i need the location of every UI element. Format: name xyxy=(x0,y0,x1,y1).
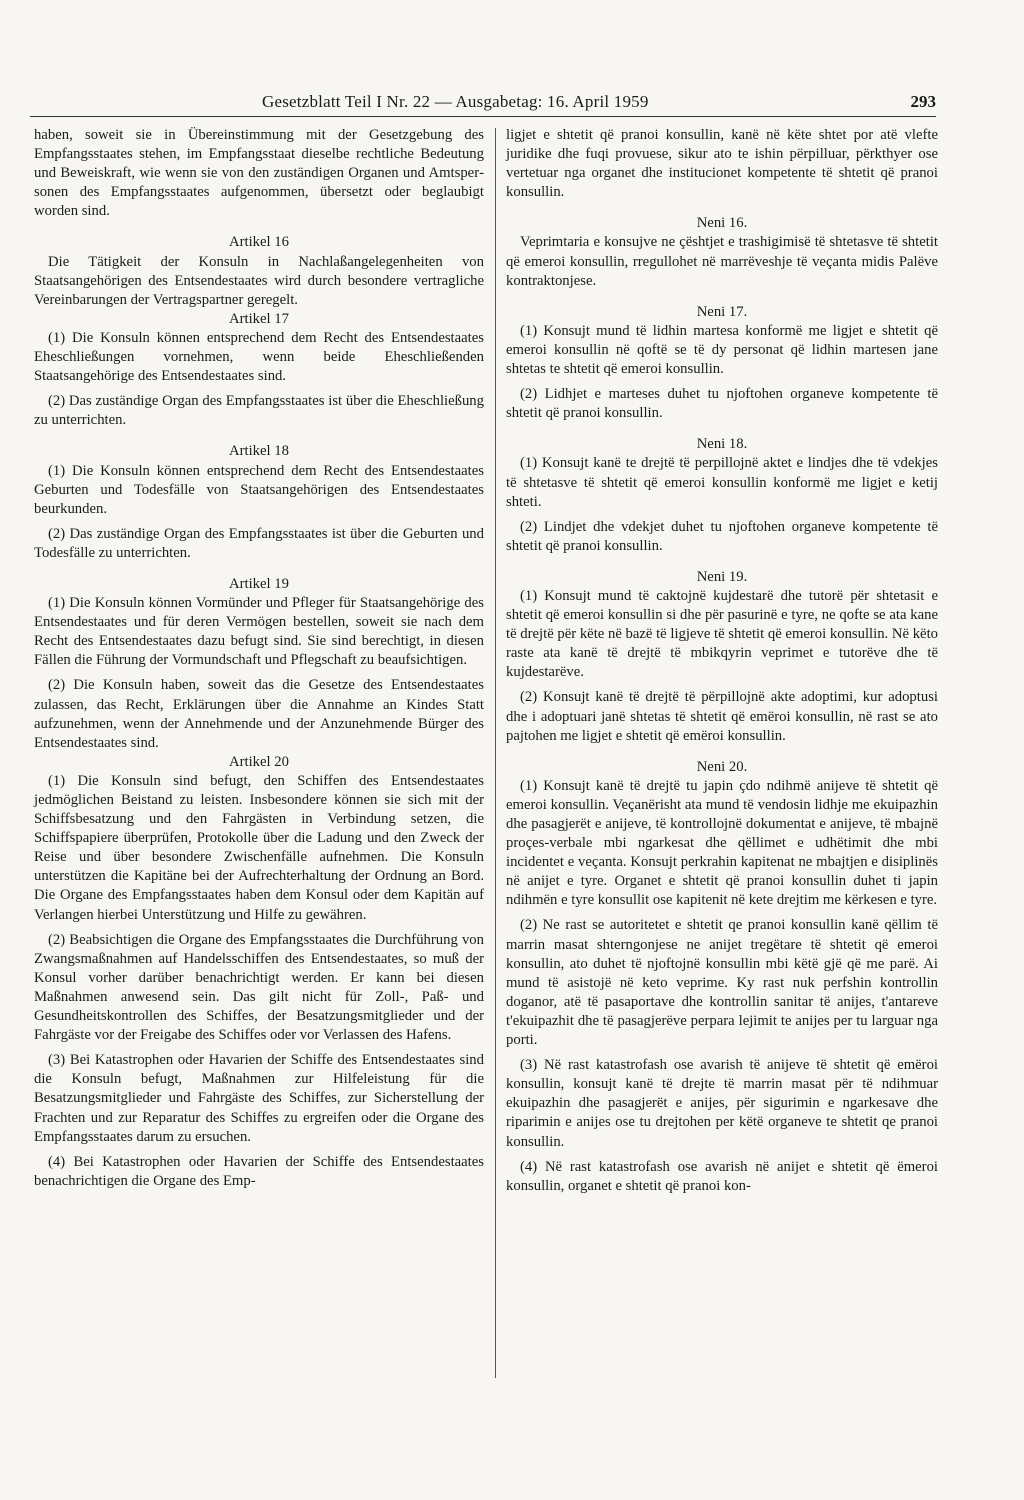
neni-19-paragraph-1: (1) Konsujt mund të caktojnë kujdestarë dhe tutorë për shtetasit e shtetit që emeroi konsullin si dhe për pasurinë e tyre, ne qofte se ata kane të drejtë për këte në bazë të ligjeve të shtetit që emeroi konsullin. Në këto raste ata kanë të drejtë të mbikqyrin veprimet e tutorëve dhe të kujdestarëve. xyxy=(506,587,938,681)
neni-18-paragraph-1: (1) Konsujt kanë te drejtë të perpillojnë aktet e lindjes dhe të vdekjes të shtetasve të shtetit që emeroi konsullin konformë me ligjet e ketij shteti. xyxy=(506,455,938,510)
neni-17-heading: Neni 17. xyxy=(696,303,748,320)
neni-16-heading: Neni 16. xyxy=(696,215,748,232)
article-16-heading: Artikel 16 xyxy=(229,234,289,251)
article-19-heading: Artikel 19 xyxy=(229,575,289,592)
neni-20-paragraph-2: (2) Ne rast se autoritetet e shtetit qe pranoi konsullin kanë qëllim të marrin masat shterngonjese ne anijet tregëtare të shtetit që emeroi konsullin, ato duhet të njoftojnë konsullin mbi këtë gjë që me parë. Ai mund të asistojë në keto veprime. Ky rast nuk perfshin kontrollin doganor, atë të pasaportave dhe kontrollin sanitar të anijes, t'antareve t'ekuipazhit dhe të pasagjerëve perpara lejimit te anijes per tu larguar nga porti. xyxy=(506,917,938,1049)
article-18-heading: Artikel 18 xyxy=(229,443,289,460)
article-17-paragraph-2: (2) Das zuständige Organ des Empfangsstaates ist über die Eheschließung zu unterrichten. xyxy=(34,393,484,429)
column-divider xyxy=(495,128,496,1378)
page-header xyxy=(30,92,936,117)
neni-20-heading: Neni 20. xyxy=(696,758,748,775)
article-16-paragraph: Die Tätigkeit der Konsuln in Nachlaßangelegenheiten von Staatsangehörigen des Entsendestaates wird durch besondere vertragliche Vereinbarungen der Vertragspartner geregelt. xyxy=(34,253,484,308)
article-20-paragraph-4: (4) Bei Katastrophen oder Havarien der Schiffe des Entsendestaates benachrichtigen die Organe des Emp- xyxy=(34,1153,484,1189)
article-17-paragraph-1: (1) Die Konsuln können entsprechend dem Recht des Entsendestaates Eheschließungen vornehmen, wenn beide Eheschließenden Staatsangehörige des Entsendestaates sind. xyxy=(34,329,484,385)
neni-16-paragraph: Veprimtaria e konsujve ne çështjet e trashigimisë të shtetasve të shtetit që emeroi konsullin, rregullohet në marrëveshje të veçanta midis Palëve kontraktonjese. xyxy=(506,234,938,289)
neni-20-paragraph-1: (1) Konsujt kanë të drejtë tu japin çdo ndihmë anijeve të shtetit që emeroi konsullin. Veçanërisht ata mund të vendosin lidhje me ekuipazhin dhe pasagjerët e anijeve, të kontrollojnë dokumentat e anijeve, të mbajnë proçes-verbale mbi ngarkesat dhe qëllimet e udhëtimit dhe mbi incidentet e veçanta. Konsujt perkrahin kapitenat ne mbajtjen e disiplinës në anijet e tyre. Organet e shtetit që pranoi konsullin duhet ti japin ndihmën e tyre konsullit ose kapitenit në kete drejtim me kërkesen e tyre. xyxy=(506,777,938,909)
neni-18-heading: Neni 18. xyxy=(696,436,748,453)
paragraph-continuation: ligjet e shtetit që pranoi konsullin, kanë në këte shtet por atë vlefte juridike dhe fuqi provuese, sikur ato te ishin përpilluar, përkthyer ose vertetuar nga organet dhe institucionet kompetente të shtetit që pranoi konsullin. xyxy=(506,127,938,201)
article-19-paragraph-1: (1) Die Konsuln können Vormünder und Pfleger für Staatsangehörige des Entsendestaates und für deren Vermögen bestellen, soweit sie nach dem Recht des Entsendestaates dazu befugt sind. Sie sind berechtigt, in diesen Fällen die Führung der Vormundschaft und Pflegschaft zu beaufsichtigen. xyxy=(34,595,484,669)
article-20-heading: Artikel 20 xyxy=(229,753,289,770)
article-19-paragraph-2: (2) Die Konsuln haben, soweit das die Gesetze des Entsendestaates zulassen, das Recht, Erklärungen über die Annahme an Kindes Statt aufzunehmen, wenn der Annehmende und der Anzunehmende Bürger des Entsendestaates sind. xyxy=(34,677,484,751)
neni-17-paragraph-1: (1) Konsujt mund të lidhin martesa konformë me ligjet e shtetit që emeroi konsullin në qoftë se të dy personat që lidhin martesen jane shtetas te shtetit që emeroi konsullin. xyxy=(506,322,938,378)
neni-17-paragraph-2: (2) Lidhjet e marteses duhet tu njoftohen organeve kompetente të shtetit që pranoi konsullin. xyxy=(506,386,938,422)
neni-18-paragraph-2: (2) Lindjet dhe vdekjet duhet tu njoftohen organeve kompetente të shtetit që pranoi konsullin. xyxy=(506,518,938,554)
article-18-paragraph-2: (2) Das zuständige Organ des Empfangsstaates ist über die Geburten und Todesfälle zu unterrichten. xyxy=(34,525,484,561)
article-17-heading: Artikel 17 xyxy=(229,310,289,327)
albanian-text-column xyxy=(506,126,938,1196)
article-20-paragraph-2: (2) Beabsichtigen die Organe des Empfangsstaates die Durchführung von Zwangsmaßnahmen auf Handelsschiffen des Entsendestaates, so muß der Konsul vorher darüber benachrichtigt werden. Er kann bei diesen Maßnahmen anwesend sein. Das gilt nicht für Zoll-, Paß- und Gesundheitskontrollen des Schiffes, der Besatzungsmitglieder und der Fahrgäste vor der Freigabe des Schiffes oder vor Verlassen des Hafens. xyxy=(34,931,484,1044)
gazette-header-title: Gesetzblatt Teil I Nr. 22 — Ausgabetag: 16. April 1959 xyxy=(262,92,649,111)
neni-19-heading: Neni 19. xyxy=(696,568,748,585)
neni-20-paragraph-3: (3) Në rast katastrofash ose avarish të anijeve të shtetit që emëroi konsullin, konsujt kanë të drejte të marrin masat për të ndihmuar ekuipazhin dhe pasagjerët e anijes, për sigurimin e ngarkesave dhe riparimin e anijes ose tu drejtohen per këtë organeve te shtetit qe pranoi konsullin. xyxy=(506,1057,938,1150)
article-20-paragraph-3: (3) Bei Katastrophen oder Havarien der Schiffe des Entsendestaates sind die Konsuln befugt, Maßnahmen zur Hilfeleistung für die Besatzungsmitglieder und Fahrgäste des Schiffes, zur Sicherstellung der Frachten und zur Reparatur des Schiffes zu ergreifen oder die Organe des Empfangsstaates darum zu ersuchen. xyxy=(34,1052,484,1145)
neni-19-paragraph-2: (2) Konsujt kanë të drejtë të përpillojnë akte adoptimi, kur adoptusi dhe i adoptuari janë shtetas të shtetit që emëroi konsullin, në rast se ato pajtohen me ligjet e shtetit që emëroi konsullin. xyxy=(506,689,938,744)
page-number: 293 xyxy=(910,92,936,111)
article-20-paragraph-1: (1) Die Konsuln sind befugt, den Schiffen des Entsendestaates jedmöglichen Beistand zu leisten. Insbesondere können sie sich mit der Schiffsbesatzung und den Fahrgästen in Verbindung setzen, die Schiffspapiere überprüfen, Protokolle über die Ladung und den Zweck der Reise und über besondere Zwischenfälle aufnehmen. Die Konsuln unterstützen die Kapitäne bei der Aufrechterhaltung der Ordnung an Bord. Die Organe des Empfangsstaates haben dem Konsul oder dem Kapitän auf Verlangen hierbei Unterstützung und Hilfe zu gewähren. xyxy=(34,772,484,923)
german-text-column xyxy=(34,126,484,1191)
paragraph-continuation: haben, soweit sie in Übereinstimmung mit der Gesetzgebung des Empfangsstaates stehen, im Empfangsstaat dieselbe rechtliche Bedeutung und Beweiskraft, wie wenn sie von den zuständigen Organen und Amtspersonen des Empfangsstaates aufgenommen, übersetzt oder beglaubigt worden sind. xyxy=(34,127,484,220)
neni-20-paragraph-4: (4) Në rast katastrofash ose avarish në anijet e shtetit që ëmeroi konsullin, organet e shtetit që pranoi kon- xyxy=(506,1158,938,1194)
article-18-paragraph-1: (1) Die Konsuln können entsprechend dem Recht des Entsendestaates Geburten und Todesfälle von Staatsangehörigen des Entsendestaates beurkunden. xyxy=(34,462,484,517)
